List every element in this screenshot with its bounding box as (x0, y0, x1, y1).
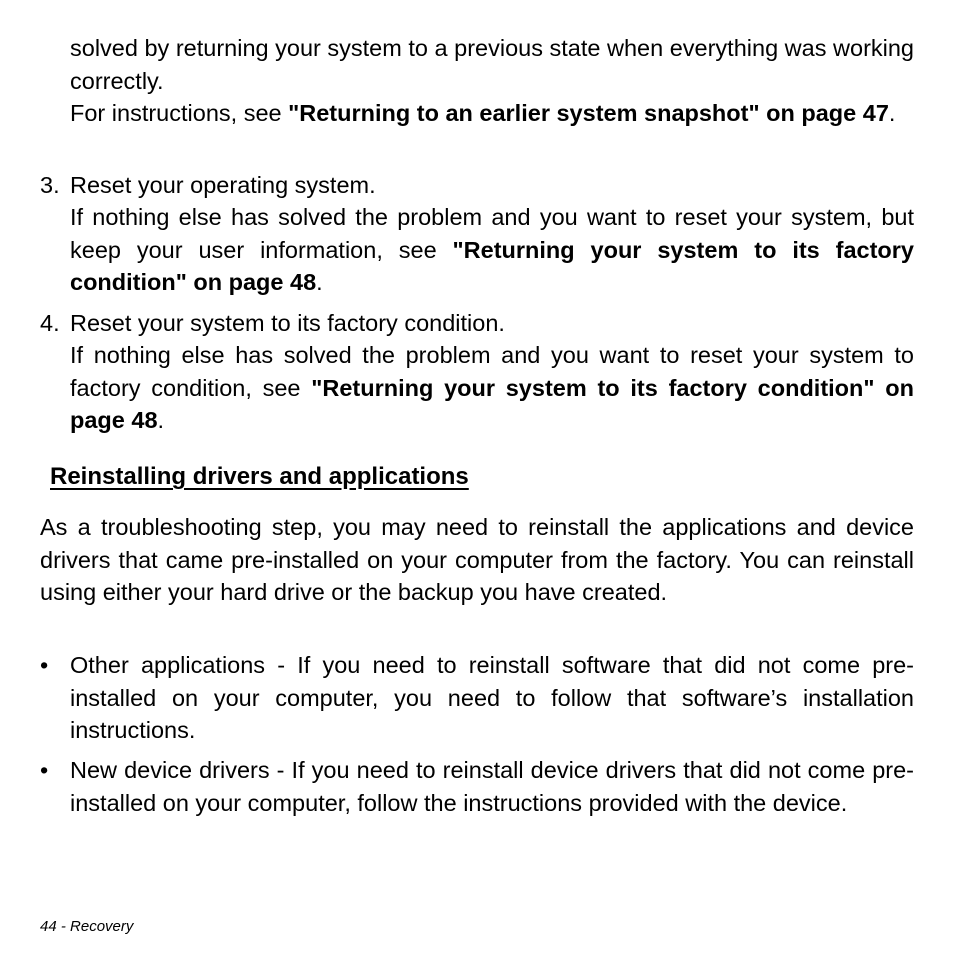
section-paragraph: As a troubleshooting step, you may need to reinstall the applications and device drivers that came pre-installed on your computer from the factory. You can reinstall using either your hard drive or the backup you have created. (40, 514, 914, 605)
bullet-icon: • (40, 652, 49, 678)
step-4-body-link[interactable]: "Returning your system to its factory condition" on page 48 (70, 374, 914, 433)
step-3-number: 3. (40, 172, 60, 198)
bullet-icon: • (40, 757, 49, 783)
intro-see-paragraph (70, 97, 914, 130)
step-3-title: Reset your operating system. (70, 172, 376, 198)
step-4-body (70, 339, 914, 437)
page-footer: 44 - Recovery (40, 918, 134, 935)
intro-see-suffix: . (888, 100, 896, 126)
intro-see-prefix: For instructions, see (70, 100, 289, 126)
bullet-text: New device drivers - If you need to reinstall device drivers that did not come pre-installed on your computer, follow the instructions provided with the device. (70, 757, 914, 816)
intro-see-link[interactable]: "Returning to an earlier system snapshot" on page 47 (288, 100, 889, 126)
step-4-number: 4. (40, 310, 60, 336)
step-4-body-prefix: If nothing else has solved the problem and you want to reset your system to factory condition, see (70, 342, 914, 401)
intro-continuation: solved by returning your system to a previous state when everything was working correctly. (70, 35, 914, 94)
step-3-body-suffix: . (316, 269, 323, 295)
section-heading: Reinstalling drivers and applications (50, 463, 469, 490)
step-3-body-prefix: If nothing else has solved the problem and you want to reset your system, but keep your user information, see (70, 204, 914, 263)
step-3-body (70, 201, 914, 299)
step-4-body-suffix: . (157, 407, 165, 433)
step-4-heading (40, 307, 914, 340)
step-3-heading (40, 169, 914, 202)
bullet-text: Other applications - If you need to reinstall software that did not come pre-installed on your computer, you need to follow that software’s installation instructions. (70, 652, 914, 743)
step-4-title: Reset your system to its factory condition. (70, 310, 505, 336)
step-3-body-link[interactable]: "Returning your system to its factory condition" on page 48 (70, 236, 914, 295)
